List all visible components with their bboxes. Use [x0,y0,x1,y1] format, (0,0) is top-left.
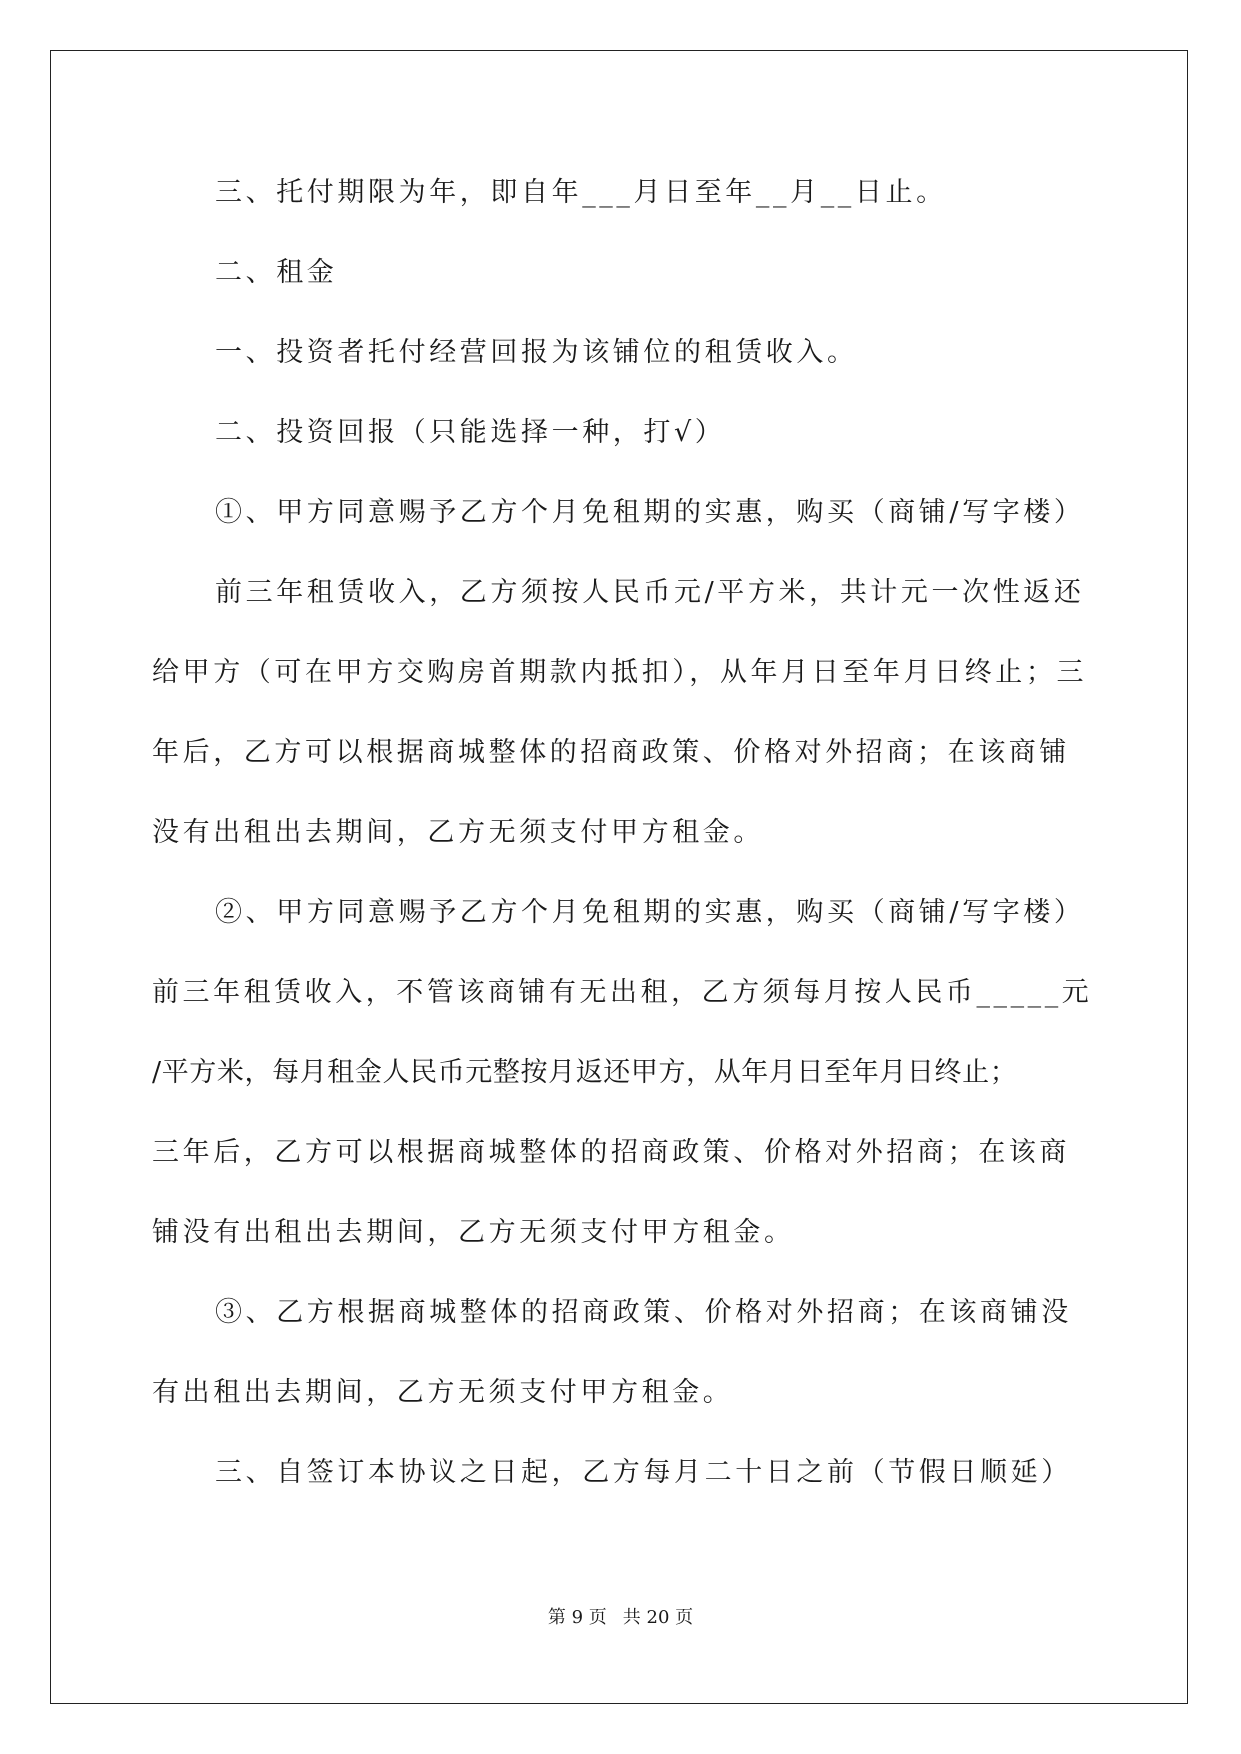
paragraph-line: 一、投资者托付经营回报为该铺位的租赁收入。 [215,337,858,368]
paragraph-line: 三年后，乙方可以根据商城整体的招商政策、价格对外招商；在该商 [152,1137,1070,1168]
paragraph-line: 前三年租赁收入，乙方须按人民币元/平方米，共计元一次性返还 [215,577,1085,608]
page-number-current: 第 9 页 [547,1607,607,1628]
paragraph-line: 二、投资回报（只能选择一种，打√） [215,417,726,448]
paragraph-line: 没有出租出去期间，乙方无须支付甲方租金。 [152,817,764,848]
page-footer [0,1606,1241,1630]
paragraph-line: ③、乙方根据商城整体的招商政策、价格对外招商；在该商铺没 [215,1297,1072,1328]
paragraph-line: 年后，乙方可以根据商城整体的招商政策、价格对外招商；在该商铺 [152,737,1070,768]
paragraph-line: 前三年租赁收入，不管该商铺有无出租，乙方须每月按人民币_____元 [152,977,1093,1008]
paragraph-line: ②、甲方同意赐予乙方个月免租期的实惠，购买（商铺/写字楼） [215,897,1085,928]
paragraph-line: /平方米，每月租金人民币元整按月返还甲方，从年月日至年月日终止； [152,1057,1018,1088]
paragraph-line: 有出租出去期间，乙方无须支付甲方租金。 [152,1377,734,1408]
page-number-total: 共 20 页 [622,1607,694,1628]
paragraph-line: 铺没有出租出去期间，乙方无须支付甲方租金。 [152,1217,795,1248]
paragraph-line: 二、租金 [215,257,338,288]
paragraph-line: 三、自签订本协议之日起，乙方每月二十日之前（节假日顺延） [215,1457,1072,1488]
paragraph-line: 给甲方（可在甲方交购房首期款内抵扣），从年月日至年月日终止；三 [152,657,1088,688]
paragraph-line: 三、托付期限为年，即自年___月日至年__月__日止。 [215,177,947,208]
paragraph-line: ①、甲方同意赐予乙方个月免租期的实惠，购买（商铺/写字楼） [215,497,1085,528]
